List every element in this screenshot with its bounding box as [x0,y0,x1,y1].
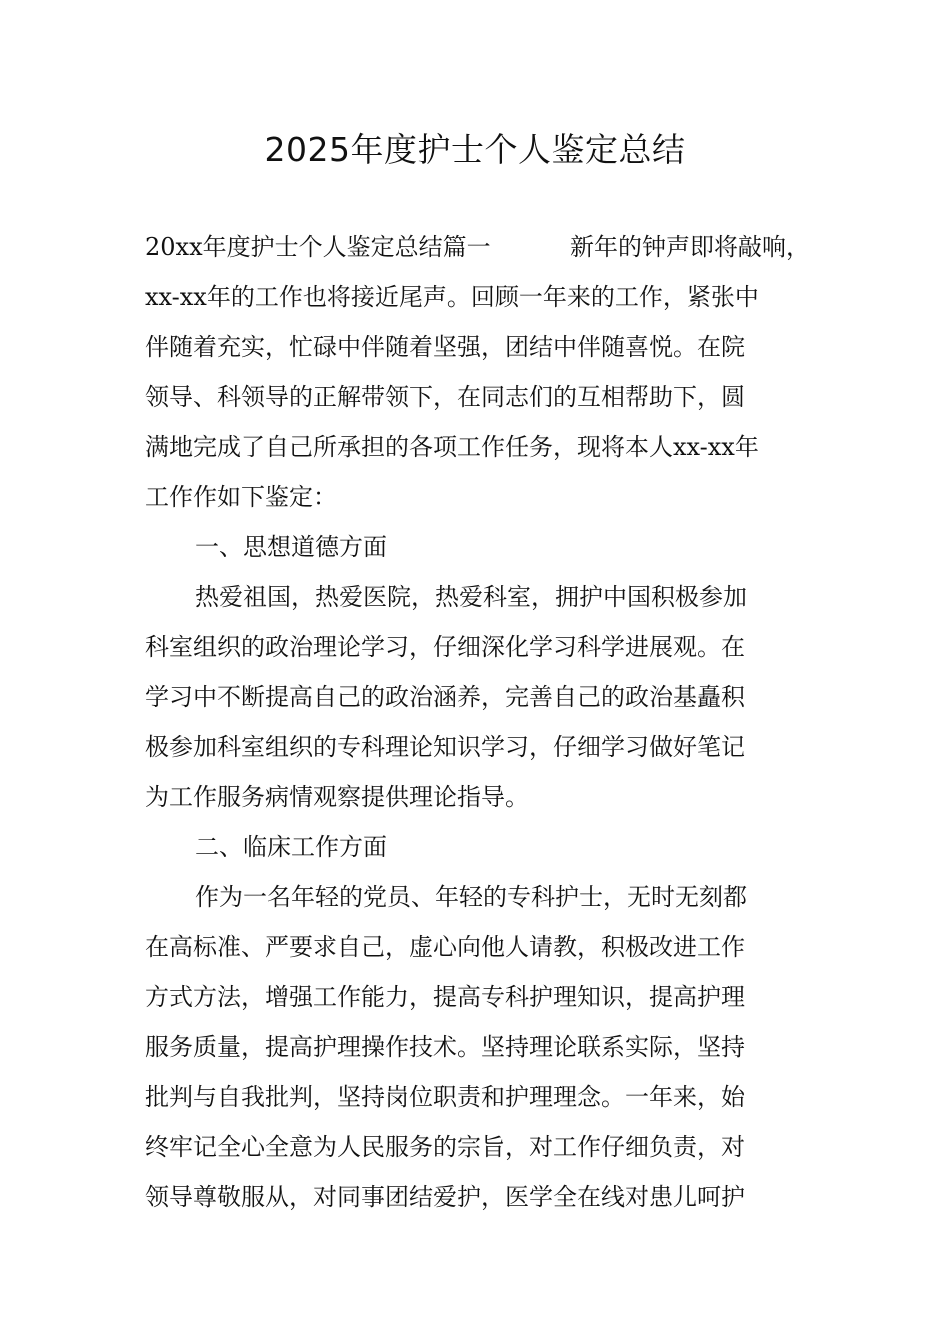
document-title: 2025年度护士个人鉴定总结 [264,130,686,169]
text-line: xx-xx年的工作也将接近尾声。回顾一年来的工作，紧张中 [145,283,759,311]
text-line: 服务质量，提高护理操作技术。坚持理论联系实际，坚持 [145,1033,745,1061]
text-line: 热爱祖国，热爱医院，热爱科室，拥护中国积极参加 [195,583,747,611]
text-line: 20xx年度护士个人鉴定总结篇一 [145,233,491,261]
text-line: 在高标准、严要求自己，虚心向他人请教，积极改进工作 [145,933,745,961]
text-line: 学习中不断提高自己的政治涵养，完善自己的政治基矗积 [145,683,745,711]
text-line: 批判与自我批判，坚持岗位职责和护理理念。一年来，始 [145,1083,745,1111]
text-line: 极参加科室组织的专科理论知识学习，仔细学习做好笔记 [145,733,745,761]
text-line: 工作作如下鉴定： [145,483,337,511]
text-line: 为工作服务病情观察提供理论指导。 [145,783,529,811]
text-line: 作为一名年轻的党员、年轻的专科护士，无时无刻都 [195,883,747,911]
section-heading: 二、临床工作方面 [195,833,387,861]
text-line: 方式方法，增强工作能力，提高专科护理知识，提高护理 [145,983,745,1011]
text-line: 新年的钟声即将敲响， [570,233,810,261]
text-line: 伴随着充实，忙碌中伴随着坚强，团结中伴随喜悦。在院 [145,333,745,361]
text-line: 终牢记全心全意为人民服务的宗旨，对工作仔细负责，对 [145,1133,745,1161]
text-line: 领导、科领导的正解带领下，在同志们的互相帮助下，圆 [145,383,745,411]
text-line: 领导尊敬服从，对同事团结爱护，医学全在线对患儿呵护 [145,1183,745,1211]
section-heading: 一、思想道德方面 [195,533,387,561]
text-line: 科室组织的政治理论学习，仔细深化学习科学进展观。在 [145,633,745,661]
text-line: 满地完成了自己所承担的各项工作任务，现将本人xx-xx年 [145,433,759,461]
